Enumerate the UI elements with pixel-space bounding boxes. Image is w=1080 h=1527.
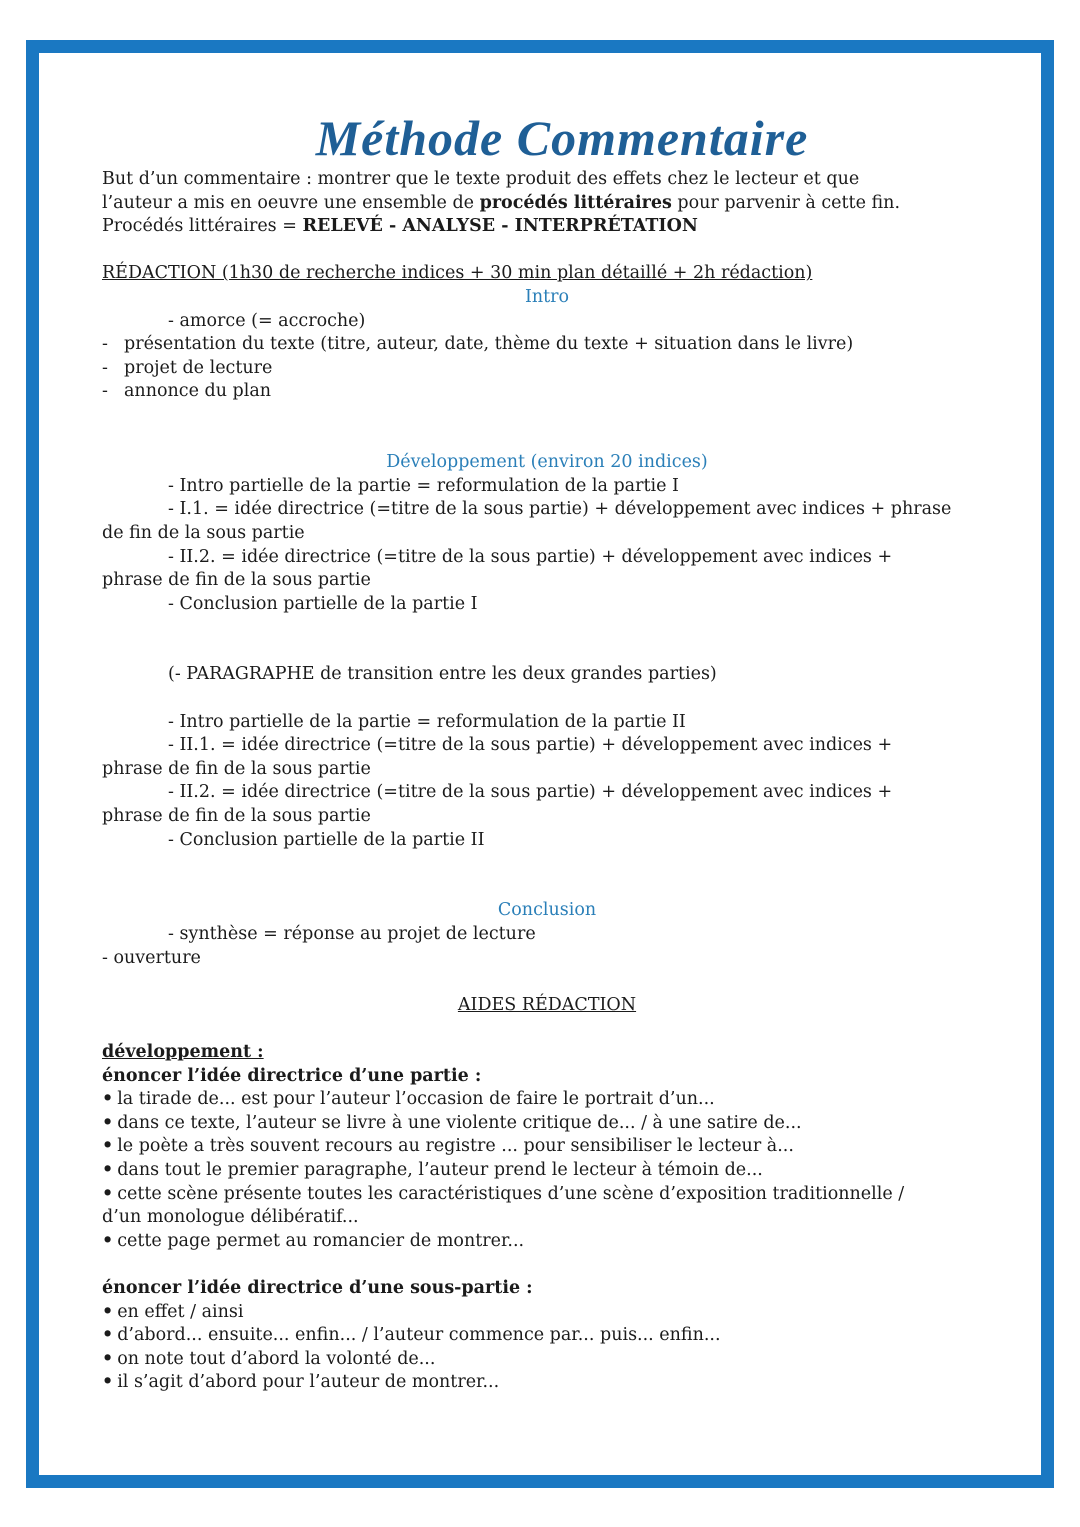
bullet-marker: • — [102, 1230, 114, 1251]
aid-item-text: cette scène présente toutes les caractéristiques d’une scène d’exposition traditionnelle / — [117, 1183, 905, 1204]
transition-paragraph: (- PARAGRAPHE de transition entre les deux grandes parties) — [168, 664, 717, 685]
conclusion-heading: Conclusion — [497, 900, 597, 921]
intro-line-3-text: Procédés littéraires = — [102, 216, 303, 237]
intro-line-2 — [102, 192, 992, 216]
bullet-marker: • — [102, 1372, 114, 1393]
partie-aids-heading: énoncer l’idée directrice d’une partie : — [102, 1065, 482, 1086]
dev-line: phrase de fin de la sous partie — [102, 806, 371, 827]
dev-line: - Intro partielle de la partie = reformulation de la partie II — [168, 711, 686, 732]
dev-line: - Intro partielle de la partie = reformulation de la partie I — [168, 475, 679, 496]
dash-marker: - — [102, 381, 108, 402]
aid-item — [102, 1159, 992, 1183]
intro-item-text: projet de lecture — [124, 357, 273, 378]
aid-item-text: d’abord... ensuite... enfin... / l’auteur commence par... puis... enfin... — [117, 1325, 721, 1346]
redaction-heading: RÉDACTION (1h30 de recherche indices + 30 min plan détaillé + 2h rédaction) — [102, 263, 813, 284]
aid-item — [102, 1348, 992, 1372]
conclusion-line: - ouverture — [102, 947, 201, 968]
aid-item-text: dans tout le premier paragraphe, l’auteur prend le lecteur à témoin de... — [117, 1159, 763, 1180]
page-title: Méthode Commentaire — [315, 110, 809, 166]
intro-item — [102, 357, 992, 381]
aid-item-text: dans ce texte, l’auteur se livre à une violente critique de... / à une satire de... — [117, 1112, 802, 1133]
bullet-marker: • — [102, 1348, 114, 1369]
dash-marker: - — [102, 334, 108, 355]
bullet-marker: • — [102, 1159, 114, 1180]
aid-item — [102, 1135, 992, 1159]
bullet-marker: • — [102, 1301, 114, 1322]
bullet-marker: • — [102, 1136, 114, 1157]
dev-line: - Conclusion partielle de la partie I — [168, 593, 478, 614]
intro-item — [102, 333, 992, 357]
aid-item-text: en effet / ainsi — [117, 1301, 244, 1322]
aid-item-text: la tirade de... est pour l’auteur l’occasion de faire le portrait d’un... — [117, 1089, 715, 1110]
intro-line-2-text: l’auteur a mis en oeuvre une ensemble de — [102, 192, 480, 213]
dev-line: - II.1. = idée directrice (=titre de la sous partie) + développement avec indices + — [168, 735, 893, 756]
intro-line-3 — [102, 215, 992, 239]
dev-line: - II.2. = idée directrice (=titre de la sous partie) + développement avec indices + — [168, 546, 893, 567]
dev-line: phrase de fin de la sous partie — [102, 570, 371, 591]
bullet-marker: • — [102, 1089, 114, 1110]
aid-item-continuation: d’un monologue délibératif... — [102, 1207, 359, 1228]
aid-item — [102, 1301, 992, 1325]
bullet-marker: • — [102, 1112, 114, 1133]
dev-line: de fin de la sous partie — [102, 522, 305, 543]
aides-heading-text: AIDES RÉDACTION — [457, 994, 637, 1015]
aid-item-text: cette page permet au romancier de montrer... — [117, 1230, 525, 1251]
intro-item-text: annonce du plan — [124, 381, 272, 402]
aid-item-text: il s’agit d’abord pour l’auteur de montrer... — [117, 1372, 500, 1393]
intro-line-1: But d’un commentaire : montrer que le texte produit des effets chez le lecteur et que — [102, 169, 860, 189]
intro-line-3-bold: RELEVÉ - ANALYSE - INTERPRÉTATION — [302, 216, 698, 237]
aid-item — [102, 1230, 992, 1254]
dev-line: - I.1. = idée directrice (=titre de la sous partie) + développement avec indices + phrase — [168, 499, 952, 520]
intro-line-2-bold: procédés littéraires — [479, 192, 672, 213]
development-heading: Développement (environ 20 indices) — [386, 452, 708, 473]
conclusion-line: - synthèse = réponse au projet de lecture — [168, 924, 536, 944]
bullet-marker: • — [102, 1325, 114, 1346]
intro-item-text: présentation du texte (titre, auteur, date, thème du texte + situation dans le livre) — [124, 334, 854, 355]
aid-item — [102, 1324, 992, 1348]
intro-line-2-end: pour parvenir à cette fin. — [671, 192, 901, 213]
document-body — [102, 108, 992, 1395]
intro-amorce: - amorce (= accroche) — [168, 310, 366, 331]
intro-heading: Intro — [524, 286, 570, 307]
dev-aids-heading: développement : — [102, 1041, 264, 1062]
dev-line: - II.2. = idée directrice (=titre de la sous partie) + développement avec indices + — [168, 782, 893, 803]
dev-line: - Conclusion partielle de la partie II — [168, 829, 485, 850]
bullet-marker: • — [102, 1183, 114, 1204]
dash-marker: - — [102, 357, 108, 378]
aid-item — [102, 1183, 992, 1207]
aid-item-text: le poète a très souvent recours au registre ... pour sensibiliser le lecteur à... — [117, 1136, 794, 1157]
aid-item — [102, 1112, 992, 1136]
aid-item — [102, 1371, 992, 1395]
aid-item-text: on note tout d’abord la volonté de... — [117, 1348, 436, 1369]
sous-partie-aids-heading: énoncer l’idée directrice d’une sous-partie : — [102, 1277, 533, 1298]
aides-heading — [102, 994, 992, 1018]
aid-item — [102, 1088, 992, 1112]
dev-line: phrase de fin de la sous partie — [102, 758, 371, 779]
intro-item — [102, 380, 992, 404]
